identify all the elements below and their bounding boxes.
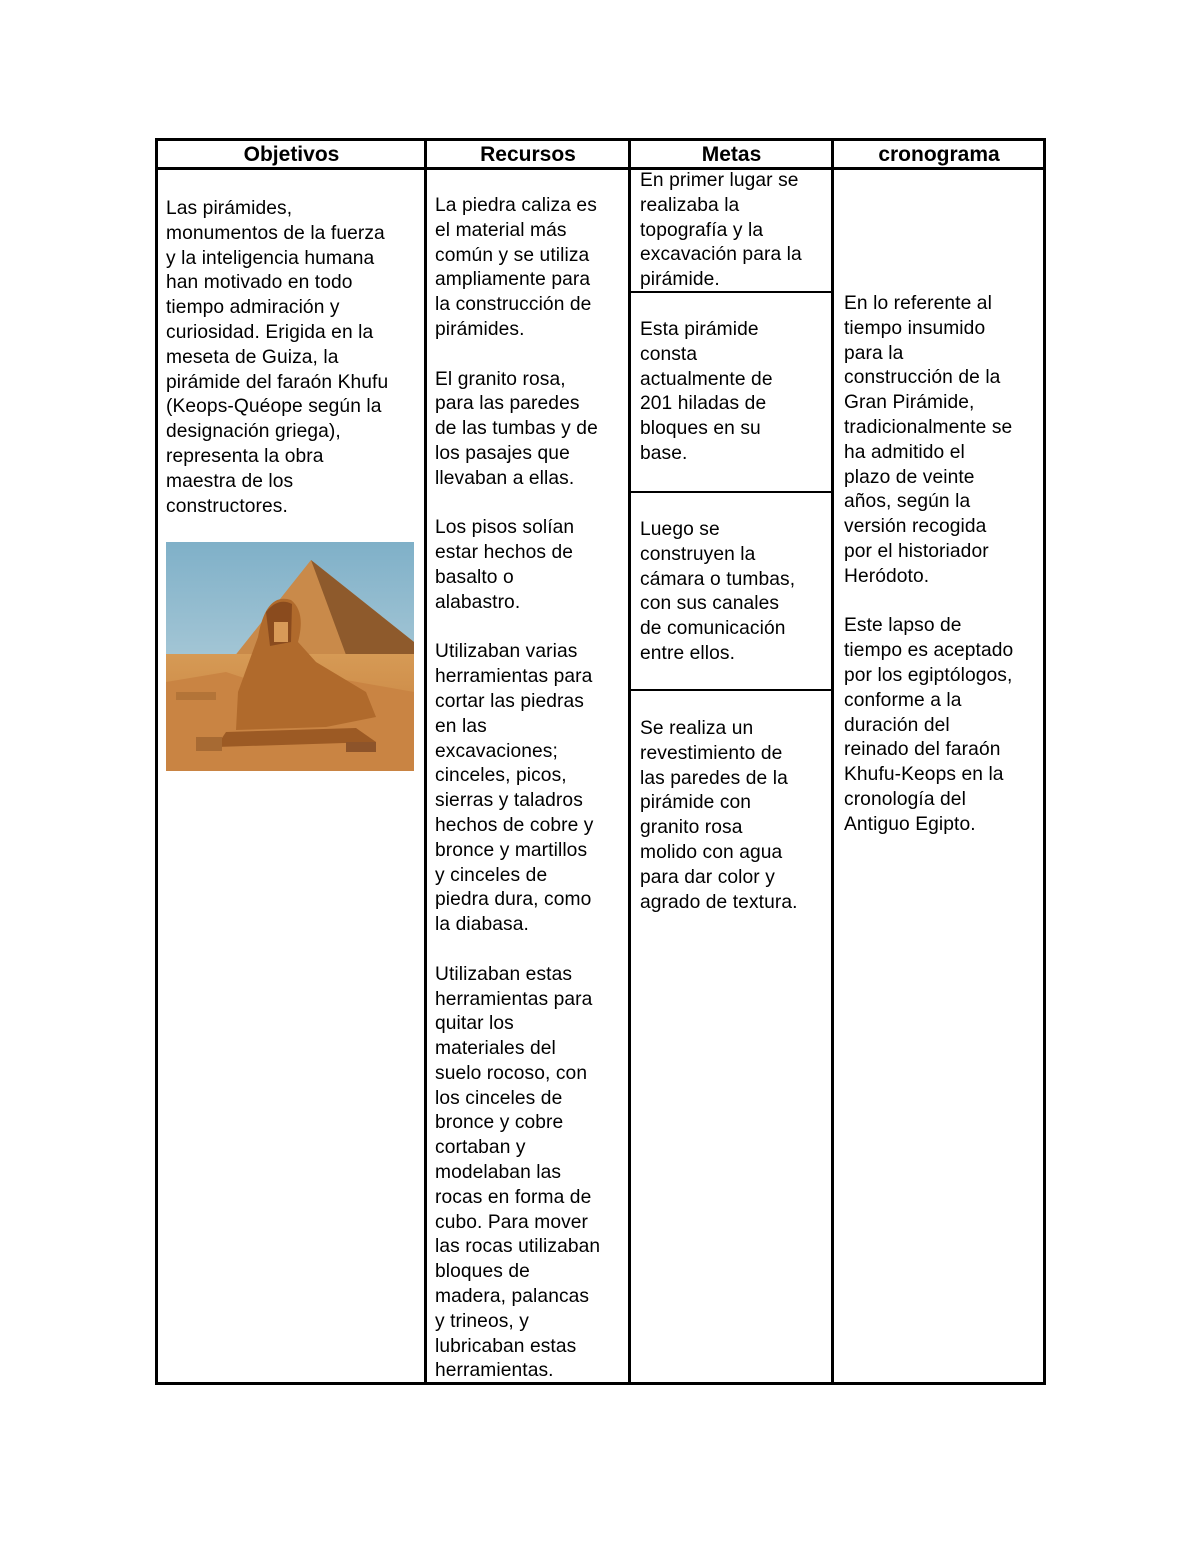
header-recursos: Recursos — [480, 143, 576, 166]
metas-item-4: Se realiza un revestimiento de las paredes de la pirámide con granito rosa molido con agua para dar color y agrado de textura. — [640, 718, 798, 913]
metas-item-1: En primer lugar se realizaba la topografía y la excavación para la pirámide. — [640, 170, 802, 291]
recursos-text: La piedra caliza es el material más común y se utiliza ampliamente para la construcción de pirámides. El granito rosa, para las paredes de las tumbas y de los pasajes que llevaban a ellas. Los pisos solían estar hechos de basalto o alabastro. Utilizaban varias herramientas para cortar las piedras en las excavaciones; cinceles, picos, sierras y taladros hechos de cobre y bronce y martillos y cinceles de piedra dura, como la diabasa. Utilizaban estas herramientas para quitar los materiales del suelo rocoso, con los cinceles de bronce y cobre cortaban y modelaban las rocas en forma de cubo. Para mover las rocas utilizaban bloques de madera, palancas y trineos, y lubricaban estas herramientas. — [435, 195, 601, 1382]
header-cronograma: cronograma — [878, 143, 1000, 166]
metas-item-3: Luego se construyen la cámara o tumbas, con sus canales de comunicación entre ellos. — [640, 519, 796, 664]
header-metas: Metas — [701, 143, 762, 166]
header-objetivos: Objetivos — [243, 143, 340, 166]
metas-item-2: Esta pirámide consta actualmente de 201 hiladas de bloques en su base. — [640, 319, 773, 464]
objetivos-text: Las pirámides, monumentos de la fuerza y la inteligencia humana han motivado en todo tiempo admiración y curiosidad. Erigida en la meseta de Guiza, la pirámide del faraón Khufu (Keops-Quéope según la designación griega), representa la obra maestra de los constructores. — [166, 198, 389, 517]
sphinx-pyramid-image — [166, 542, 414, 771]
cronograma-text: En lo referente al tiempo insumido para la construcción de la Gran Pirámide, tradicionalmente se ha admitido el plazo de veinte años, según la versión recogida por el historiador Heródoto. Este lapso de tiempo es aceptado por los egiptólogos, conforme a la duración del reinado del faraón Khufu-Keops en la cronología del Antiguo Egipto. — [844, 293, 1014, 835]
